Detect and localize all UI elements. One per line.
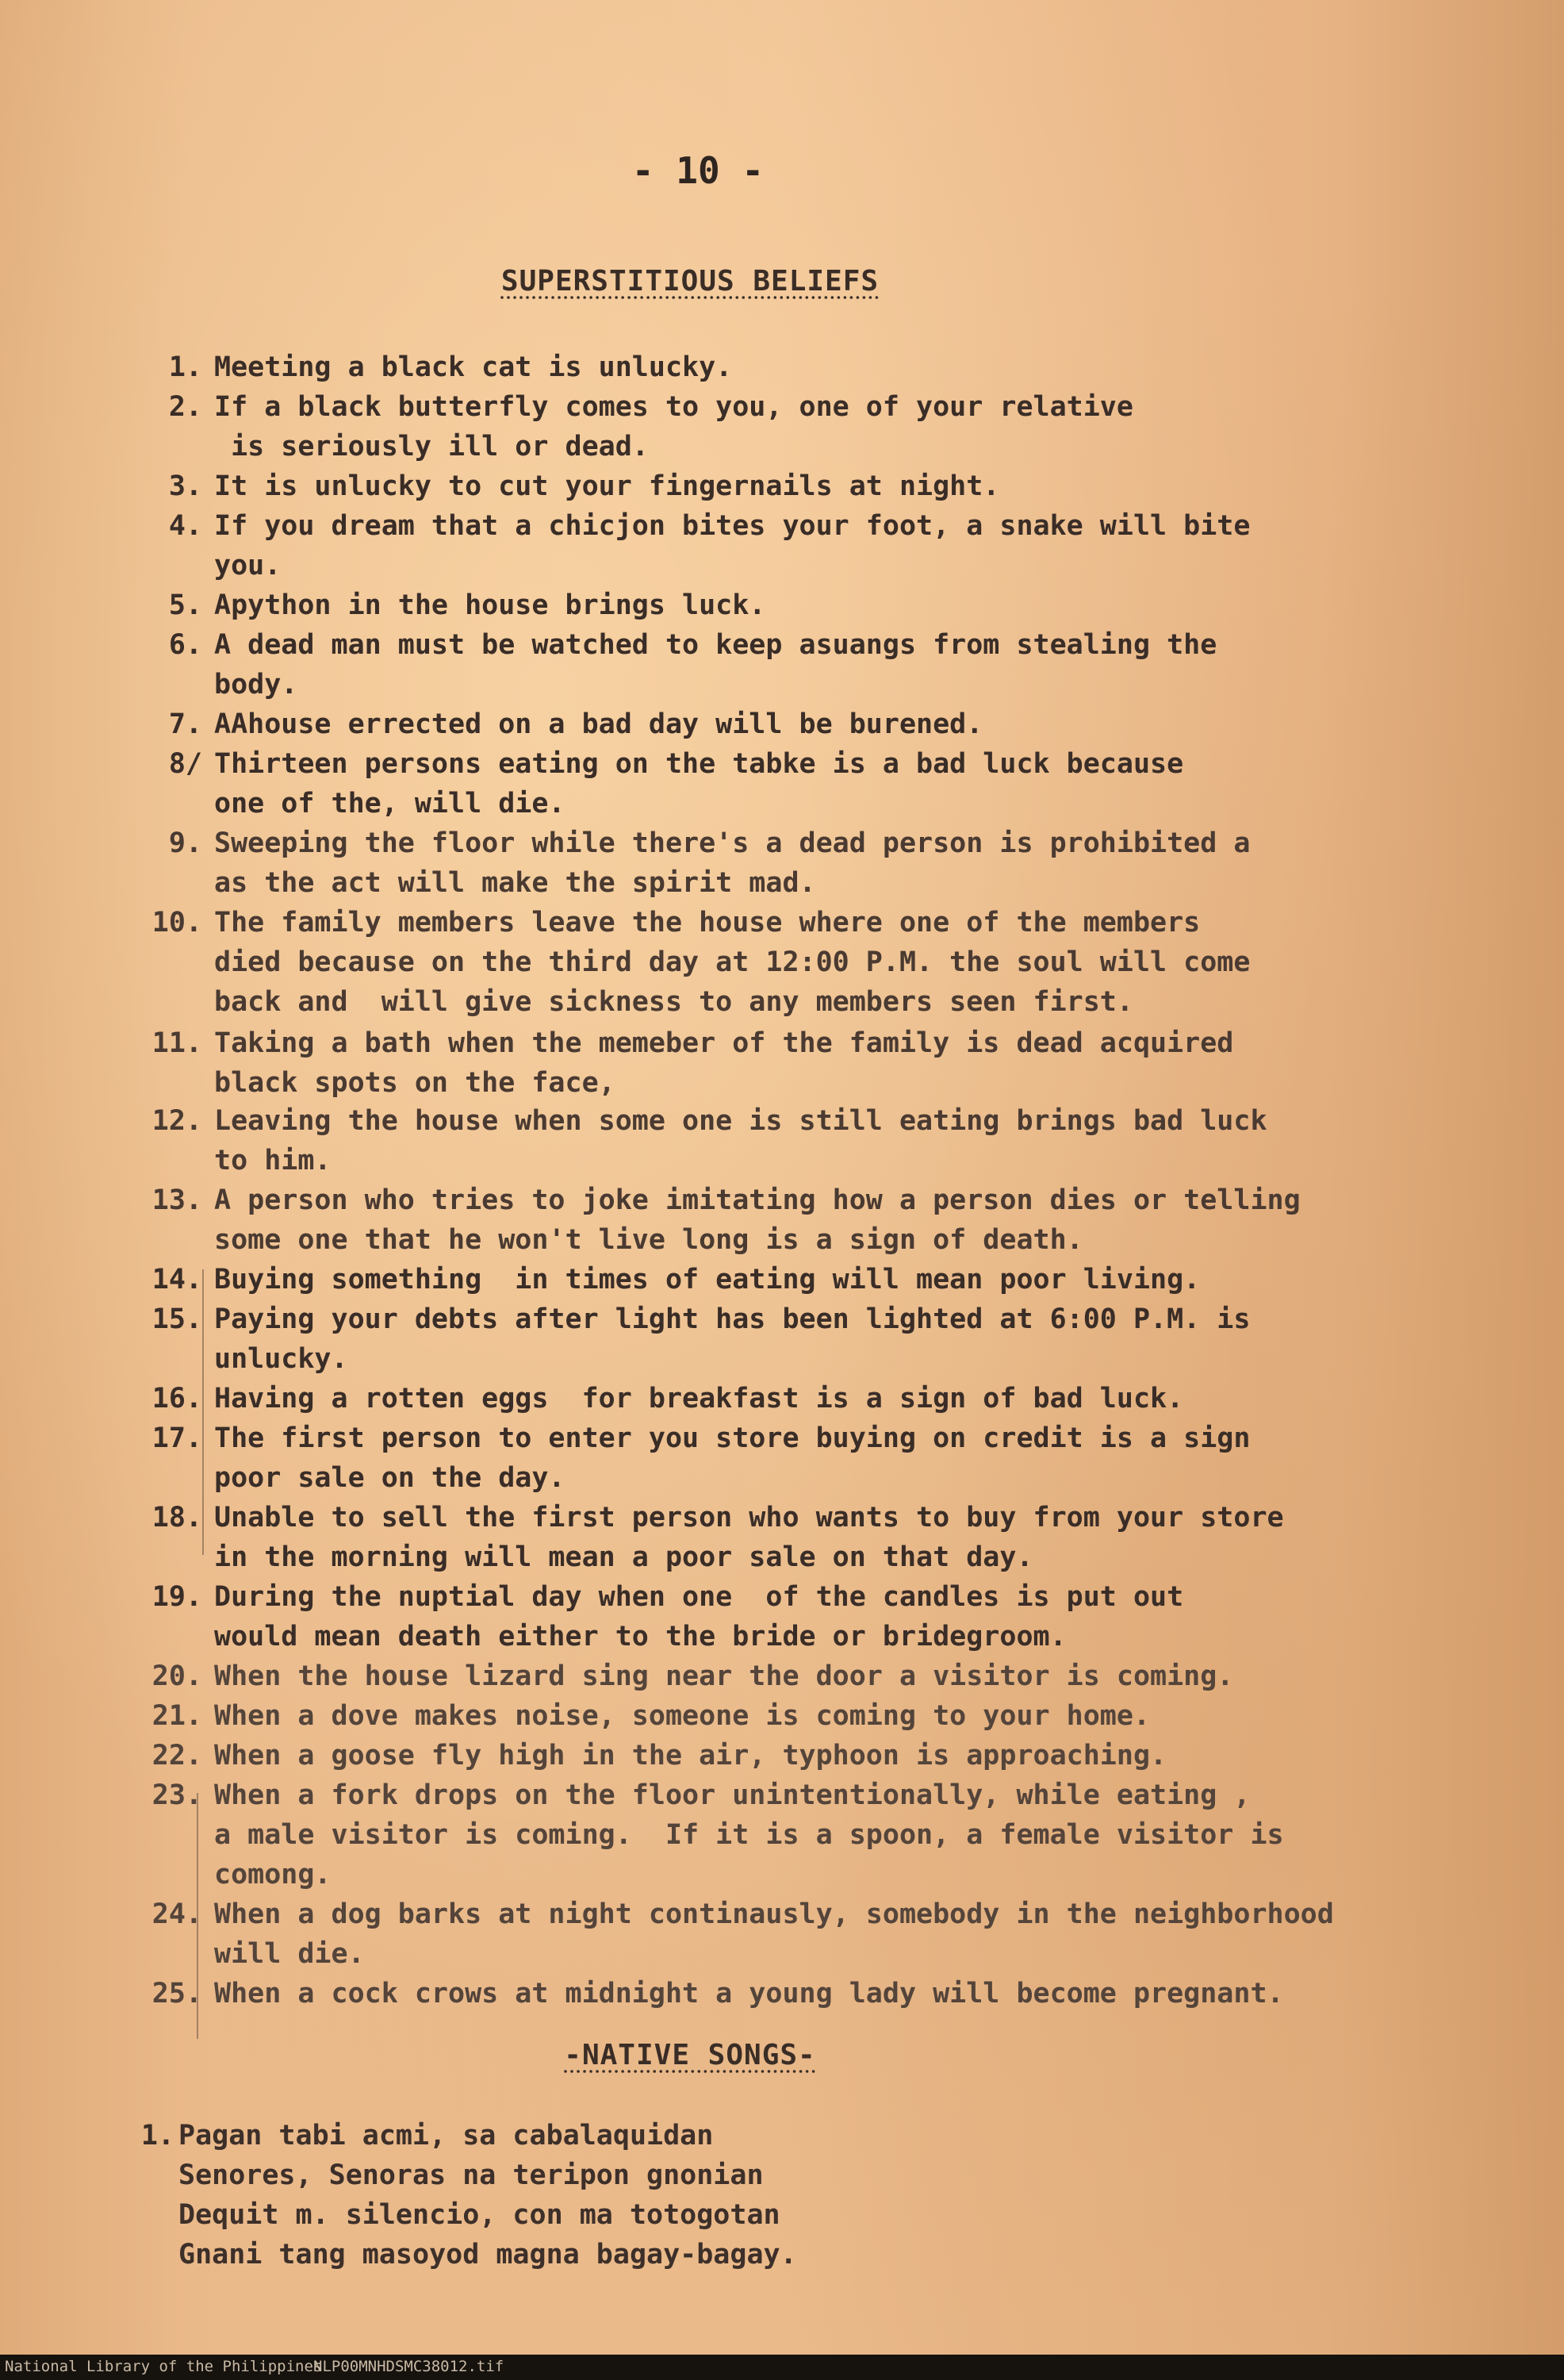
belief-text: Buying something in times of eating will mean poor living. — [214, 1264, 1201, 1296]
belief-text: The first person to enter you store buying on credit is a sign poor sale on the day. — [214, 1422, 1251, 1494]
belief-number: 4. — [168, 510, 202, 542]
belief-number: 17. — [151, 1422, 202, 1454]
belief-number: 20. — [151, 1660, 202, 1692]
belief-number: 14. — [151, 1264, 202, 1296]
belief-text: When the house lizard sing near the door a visitor is coming. — [214, 1660, 1234, 1692]
belief-number: 9. — [168, 827, 202, 859]
belief-text: Having a rotten eggs for breakfast is a sign of bad luck. — [214, 1383, 1184, 1415]
belief-number: 11. — [151, 1027, 202, 1059]
footer-filename: NLP00MNHDSMC38012.tif — [313, 2358, 504, 2375]
belief-text: Apython in the house brings luck. — [214, 589, 766, 621]
belief-number: 7. — [168, 708, 202, 740]
belief-text: Unable to sell the first person who wants to buy from your store in the morning will mean a poor sale on that day. — [214, 1502, 1284, 1573]
belief-text: Meeting a black cat is unlucky. — [214, 351, 733, 383]
page-number: - 10 - — [631, 149, 765, 192]
belief-text: Leaving the house when some one is still eating brings bad luck to him. — [214, 1105, 1267, 1177]
belief-text: A person who tries to joke imitating how a person dies or telling some one that he won't live long is a sign of death. — [214, 1184, 1301, 1256]
belief-number: 10. — [151, 907, 202, 939]
footer-library: National Library of the Philippines — [5, 2358, 323, 2375]
belief-text: When a dog barks at night continausly, somebody in the neighborhood will die. — [214, 1898, 1334, 1970]
belief-number: 6. — [168, 629, 202, 661]
belief-number: 18. — [151, 1502, 202, 1534]
belief-number: 19. — [151, 1581, 202, 1613]
song-number: 1. — [140, 2120, 174, 2152]
belief-text: Sweeping the floor while there's a dead person is prohibited a as the act will make the spirit mad. — [214, 827, 1251, 899]
belief-text: It is unlucky to cut your fingernails at night. — [214, 470, 1000, 502]
belief-number: 23. — [151, 1779, 202, 1811]
belief-number: 15. — [151, 1303, 202, 1335]
belief-text: Taking a bath when the memeber of the family is dead acquired black spots on the face, — [214, 1027, 1234, 1099]
belief-number: 13. — [151, 1184, 202, 1216]
belief-text: If you dream that a chicjon bites your foot, a snake will bite you. — [214, 510, 1251, 582]
belief-number: 25. — [151, 1978, 202, 2010]
archive-footer — [0, 2355, 1564, 2380]
section-title-superstitious-beliefs: SUPERSTITIOUS BELIEFS — [500, 265, 880, 298]
song-line: Gnani tang masoyod magna bagay-bagay. — [178, 2239, 797, 2271]
belief-text: AAhouse errected on a bad day will be burened. — [214, 708, 983, 740]
belief-number: 1. — [168, 351, 202, 383]
song-line: Pagan tabi acmi, sa cabalaquidan — [178, 2120, 714, 2152]
belief-number: 22. — [151, 1740, 202, 1772]
belief-text: When a dove makes noise, someone is coming to your home. — [214, 1700, 1151, 1732]
song-line: Dequit m. silencio, con ma totogotan — [178, 2199, 780, 2231]
belief-text: When a cock crows at midnight a young lady will become pregnant. — [214, 1978, 1284, 2010]
belief-text: Paying your debts after light has been lighted at 6:00 P.M. is unlucky. — [214, 1303, 1251, 1375]
margin-pencil-line — [197, 1793, 198, 2039]
belief-text: During the nuptial day when one of the candles is put out would mean death either to the bride or bridegroom. — [214, 1581, 1184, 1653]
belief-text: When a fork drops on the floor unintentionally, while eating , a male visitor is coming. If it is a spoon, a female visitor is comong. — [214, 1779, 1284, 1891]
belief-number: 5. — [168, 589, 202, 621]
belief-number: 24. — [151, 1898, 202, 1930]
belief-number: 2. — [168, 391, 202, 423]
song-line: Senores, Senoras na teripon gnonian — [178, 2159, 764, 2191]
belief-number: 12. — [151, 1105, 202, 1137]
belief-number: 16. — [151, 1383, 202, 1415]
belief-number: 8/ — [168, 748, 202, 780]
belief-number: 3. — [168, 470, 202, 502]
belief-number: 21. — [151, 1700, 202, 1732]
belief-text: The family members leave the house where one of the members died because on the third day at 12:00 P.M. the soul will come back and will give sickness to any members seen first. — [214, 907, 1251, 1018]
belief-text: If a black butterfly comes to you, one of your relative is seriously ill or dead. — [214, 391, 1133, 463]
section-title-native-songs: -NATIVE SONGS- — [564, 2039, 816, 2071]
belief-text: A dead man must be watched to keep asuangs from stealing the body. — [214, 629, 1217, 701]
belief-text: Thirteen persons eating on the tabke is a bad luck because one of the, will die. — [214, 748, 1184, 820]
margin-pencil-line — [202, 1269, 204, 1555]
belief-text: When a goose fly high in the air, typhoon is approaching. — [214, 1740, 1167, 1772]
